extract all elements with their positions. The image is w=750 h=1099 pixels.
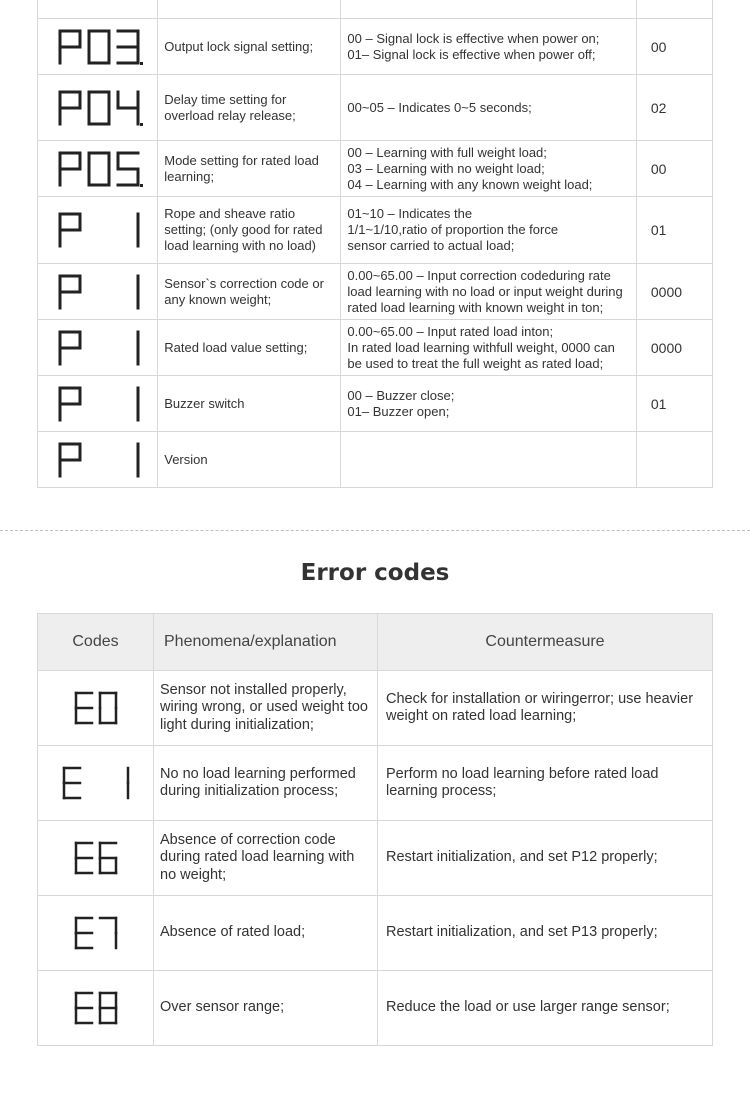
error-countermeasure: Restart initialization, and set P12 properly;: [378, 821, 713, 896]
table-row: [38, 19, 713, 75]
param-default: 01: [636, 197, 712, 264]
column-header-phenomena: Phenomena/explanation: [154, 614, 378, 671]
param-name: Rated load value setting;: [158, 320, 341, 376]
table-row: [38, 264, 713, 320]
seven-seg-display: [44, 438, 144, 482]
param-default: 01: [636, 376, 712, 432]
param-name: Output lock signal setting;: [158, 19, 341, 75]
param-desc: [341, 432, 636, 488]
table-row: [38, 320, 713, 376]
param-default: 00: [636, 19, 712, 75]
decimal-point: [140, 184, 143, 187]
column-header-codes: Codes: [38, 614, 154, 671]
seven-seg-display: [44, 208, 144, 252]
table-row: [38, 671, 713, 746]
seven-seg-display: [44, 86, 144, 130]
parameter-table: [37, 0, 713, 488]
decimal-point: [140, 62, 143, 65]
table-row: [38, 0, 713, 19]
table-row: [38, 141, 713, 197]
param-name: Buzzer switch: [158, 376, 341, 432]
param-desc-cell: [341, 0, 636, 19]
error-phenomena: Absence of correction code during rated load learning with no weight;: [154, 821, 378, 896]
section-title: Error codes: [300, 560, 450, 586]
error-phenomena: Absence of rated load;: [154, 896, 378, 971]
seven-seg-display: [56, 988, 136, 1028]
param-default: [636, 432, 712, 488]
table-row: [38, 971, 713, 1046]
seven-seg-display: [44, 25, 144, 69]
seven-seg-display: [44, 270, 144, 314]
table-row: [38, 75, 713, 141]
seven-seg-display: [56, 838, 136, 878]
seven-seg-display: [56, 763, 136, 803]
error-countermeasure: Restart initialization, and set P13 properly;: [378, 896, 713, 971]
decimal-point: [140, 123, 143, 126]
param-name-cell: [158, 0, 341, 19]
param-name: Mode setting for rated load learning;: [158, 141, 341, 197]
error-phenomena: Sensor not installed properly, wiring wrong, or used weight too light during initialization;: [154, 671, 378, 746]
param-name: Version: [158, 432, 341, 488]
seven-seg-display: [44, 147, 144, 191]
seven-seg-display: [56, 913, 136, 953]
param-name: Rope and sheave ratio setting; (only good for rated load learning with no load): [158, 197, 341, 264]
param-default: 0000: [636, 320, 712, 376]
error-countermeasure: Reduce the load or use larger range sensor;: [378, 971, 713, 1046]
table-row: [38, 896, 713, 971]
section-divider: [0, 530, 750, 531]
error-countermeasure: Perform no load learning before rated load learning process;: [378, 746, 713, 821]
param-default-cell: [636, 0, 712, 19]
table-row: [38, 197, 713, 264]
param-desc: 0.00~65.00 – Input rated load inton; In rated load learning withfull weight, 0000 can be used to treat the full weight as rated load;: [341, 320, 636, 376]
seven-seg-display: [56, 688, 136, 728]
param-desc: 00 – Buzzer close; 01– Buzzer open;: [341, 376, 636, 432]
param-default: 00: [636, 141, 712, 197]
param-default: 02: [636, 75, 712, 141]
error-codes-table: [37, 613, 713, 1046]
param-desc: 0.00~65.00 – Input correction codeduring rate load learning with no load or input weight during rated load learning with known weight in ton;: [341, 264, 636, 320]
seven-seg-display: [44, 382, 144, 426]
param-code-cell: [38, 0, 158, 19]
param-default: 0000: [636, 264, 712, 320]
table-header-row: [38, 614, 713, 671]
param-name: Delay time setting for overload relay release;: [158, 75, 341, 141]
table-row: [38, 432, 713, 488]
error-phenomena: No no load learning performed during initialization process;: [154, 746, 378, 821]
column-header-countermeasure: Countermeasure: [378, 614, 713, 671]
table-row: [38, 376, 713, 432]
param-desc: 00 – Learning with full weight load; 03 – Learning with no weight load; 04 – Learning with any known weight load;: [341, 141, 636, 197]
error-phenomena: Over sensor range;: [154, 971, 378, 1046]
table-row: [38, 821, 713, 896]
table-row: [38, 746, 713, 821]
param-desc: 01~10 – Indicates the 1/1~1/10,ratio of proportion the force sensor carried to actual load;: [341, 197, 636, 264]
seven-seg-display: [44, 326, 144, 370]
param-name: Sensor`s correction code or any known weight;: [158, 264, 341, 320]
error-countermeasure: Check for installation or wiringerror; use heavier weight on rated load learning;: [378, 671, 713, 746]
param-desc: 00 – Signal lock is effective when power on; 01– Signal lock is effective when power off;: [341, 19, 636, 75]
param-desc: 00~05 – Indicates 0~5 seconds;: [341, 75, 636, 141]
